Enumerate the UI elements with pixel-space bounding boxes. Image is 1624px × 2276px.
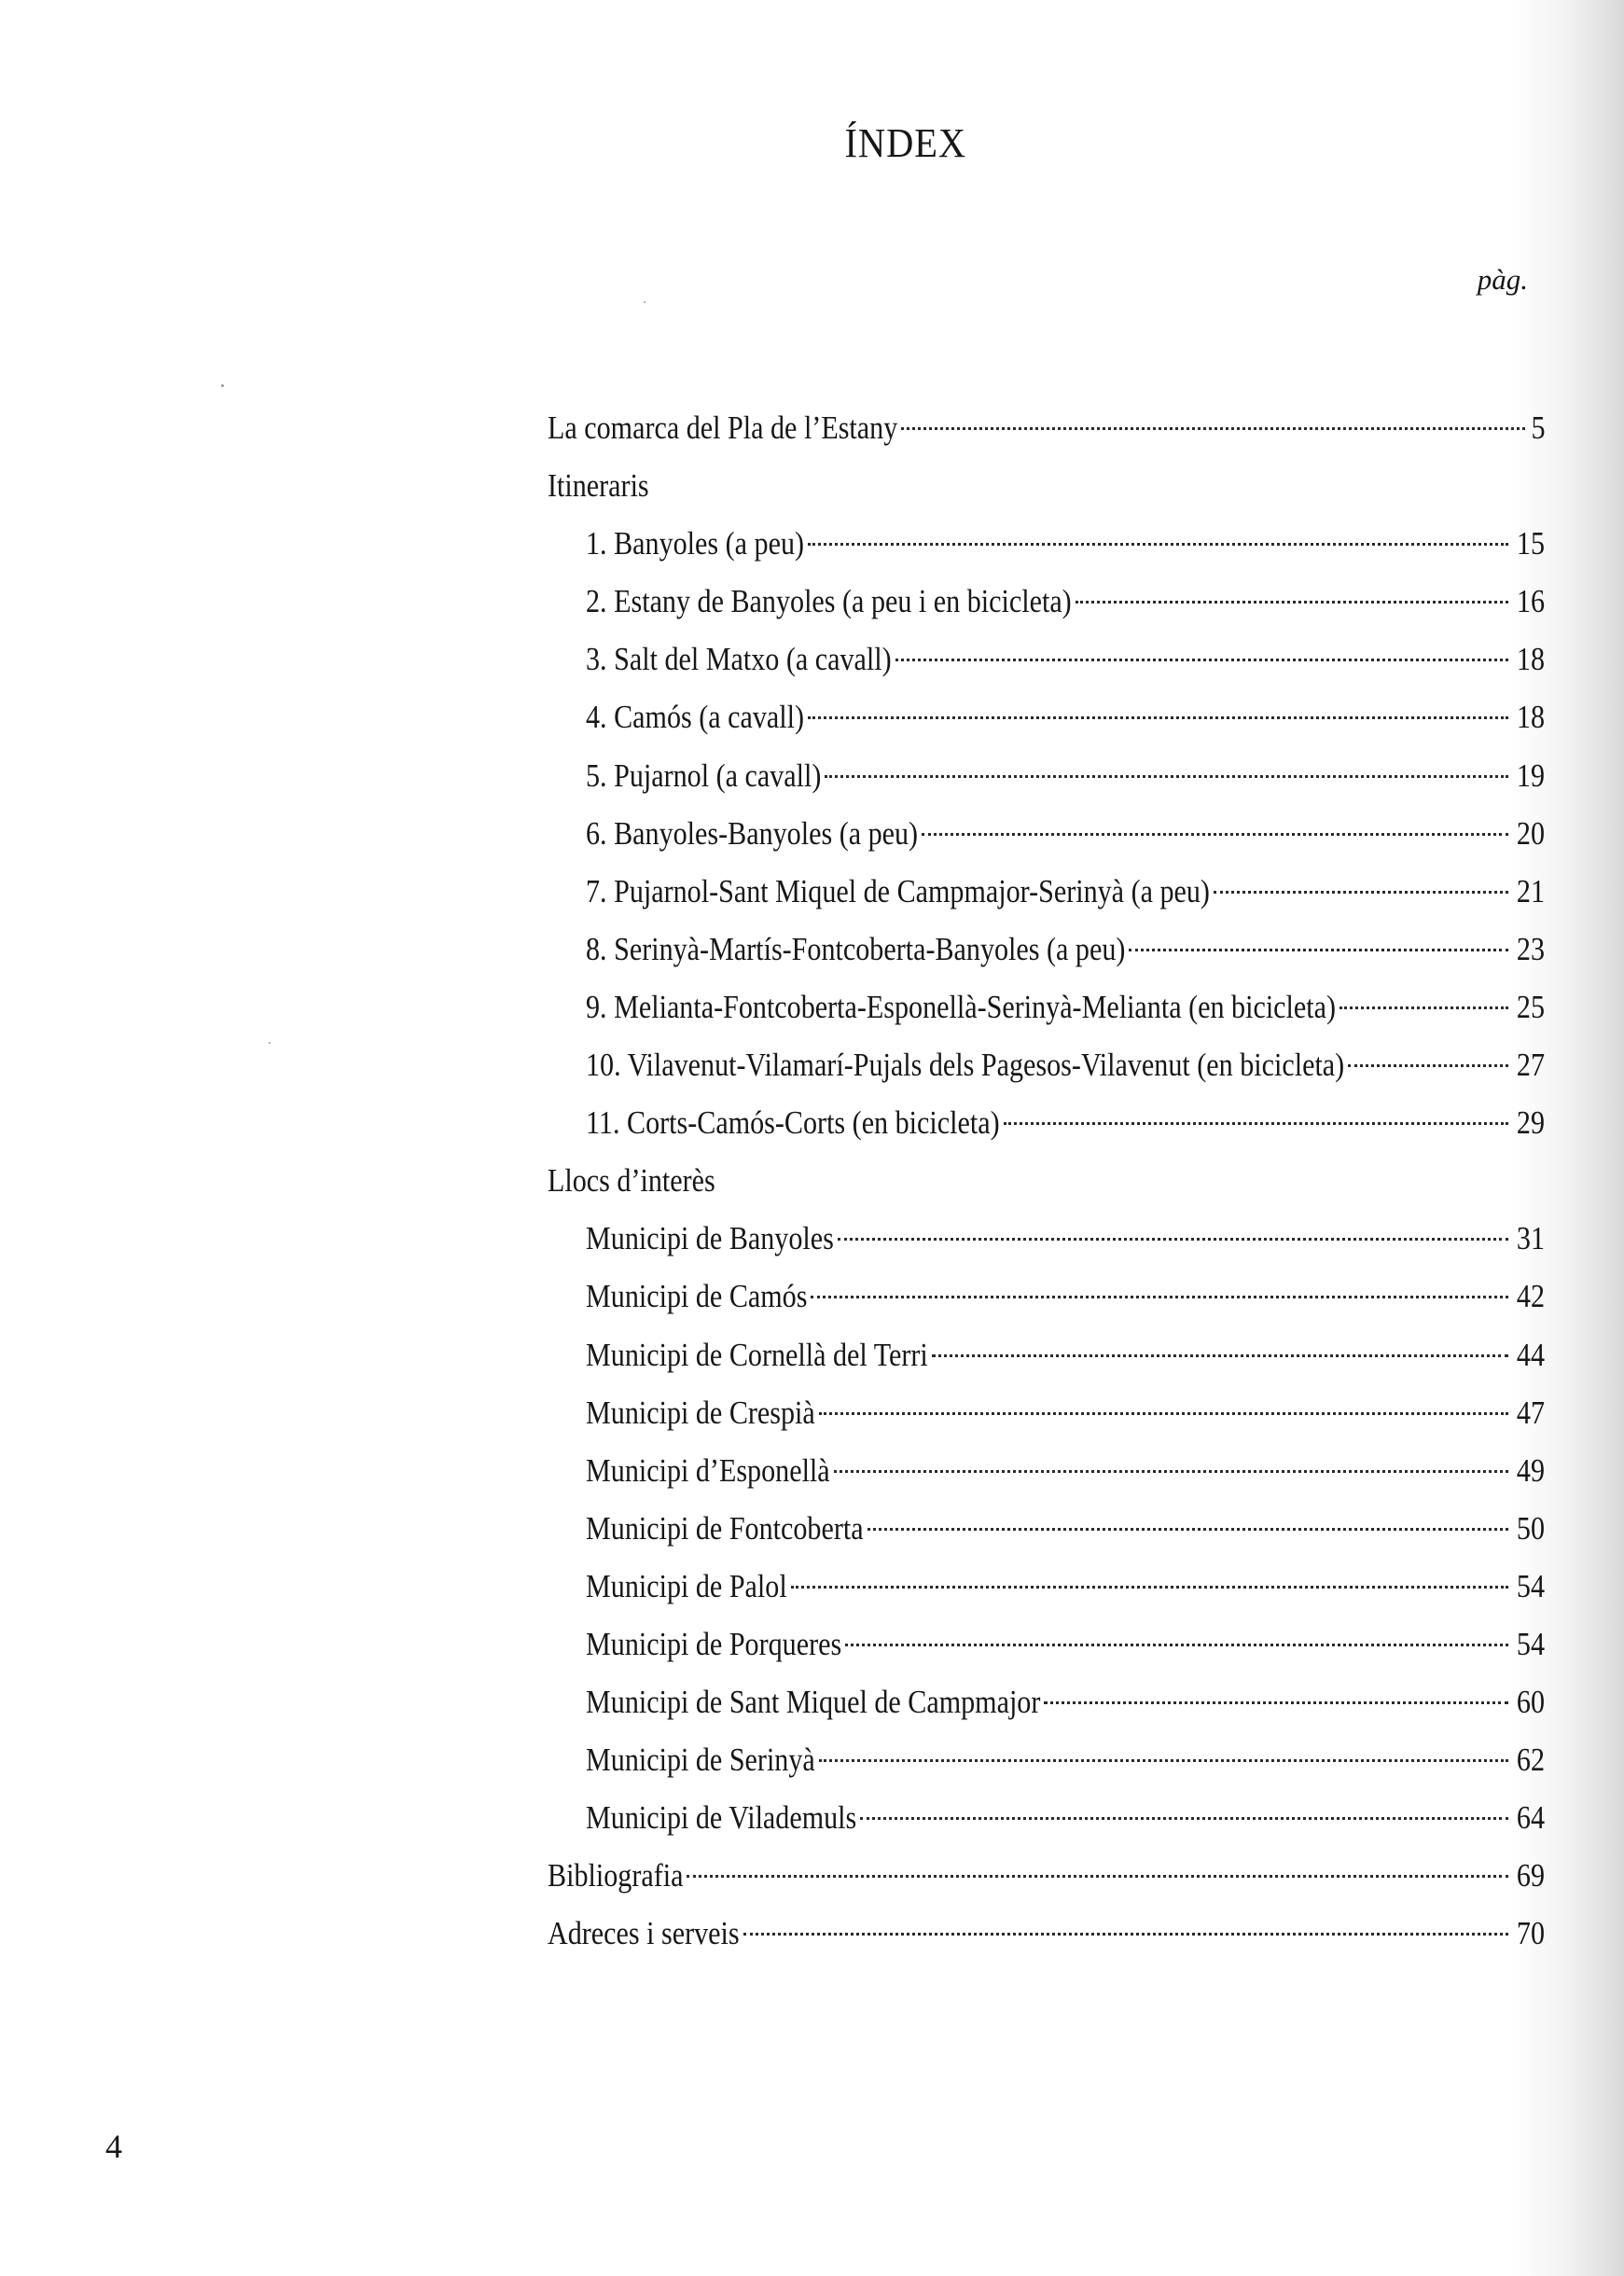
toc-entry <box>548 1847 1545 1905</box>
toc-entry-label: Llocs d’interès <box>548 1162 715 1200</box>
toc-entry-page: 54 <box>1516 1625 1545 1662</box>
toc-entry <box>548 1616 1545 1673</box>
toc-entry-label: 3. Salt del Matxo (a cavall) <box>586 641 892 678</box>
toc-entry <box>548 1905 1545 1963</box>
toc-entry-page: 70 <box>1516 1915 1545 1952</box>
toc-entry-page: 62 <box>1516 1742 1545 1779</box>
dot-leader <box>1348 1064 1508 1067</box>
toc-entry-label: Municipi de Fontcoberta <box>586 1509 864 1547</box>
toc-section-heading <box>548 1152 1545 1210</box>
toc-entry-page: 49 <box>1516 1451 1545 1489</box>
page-title: ÍNDEX <box>844 120 967 166</box>
toc-entry-label: Municipi de Crespià <box>586 1394 815 1431</box>
toc-entry-label: 9. Melianta-Fontcoberta-Esponellà-Serinyà-Melianta (en bicicleta) <box>586 988 1337 1025</box>
toc-entry-label: 5. Pujarnol (a cavall) <box>586 756 822 794</box>
toc-entry <box>548 399 1545 457</box>
toc-entry-label: 11. Corts-Camós-Corts (en bicicleta) <box>586 1104 1000 1142</box>
dot-leader <box>1214 891 1508 894</box>
dot-leader <box>687 1875 1508 1878</box>
toc-entry-page: 23 <box>1516 930 1545 967</box>
toc-entry-page: 19 <box>1516 756 1545 794</box>
toc-entry <box>548 1326 1545 1384</box>
dot-leader <box>1076 601 1508 604</box>
toc-entry <box>548 631 1545 688</box>
toc-entry-page: 64 <box>1516 1799 1545 1837</box>
dot-leader <box>791 1586 1508 1589</box>
toc-entry-page: 60 <box>1516 1684 1545 1721</box>
toc-entry-label: Adreces i serveis <box>548 1915 740 1952</box>
dot-leader <box>860 1817 1508 1820</box>
toc-entry <box>548 1500 1545 1558</box>
toc-entry <box>548 573 1545 631</box>
dot-leader <box>838 1238 1508 1241</box>
toc-entry <box>548 1094 1545 1152</box>
toc-entry-label: 8. Serinyà-Martís-Fontcoberta-Banyoles (a peu) <box>586 930 1126 967</box>
toc-entry-page: 54 <box>1516 1567 1545 1604</box>
paper-speck <box>644 301 645 303</box>
toc-entry-page: 16 <box>1516 583 1545 620</box>
toc-entry-page: 44 <box>1516 1336 1545 1373</box>
toc-entry <box>548 921 1545 978</box>
toc-section-heading <box>548 457 1545 515</box>
toc-entry-page: 25 <box>1516 988 1545 1025</box>
toc-entry-page: 50 <box>1516 1509 1545 1547</box>
dot-leader <box>808 716 1508 719</box>
toc-entry-label: Itineraris <box>548 467 649 505</box>
dot-leader <box>808 543 1508 546</box>
toc-entry-label: La comarca del Pla de l’Estany <box>548 409 898 446</box>
toc-entry-label: 2. Estany de Banyoles (a peu i en bicicleta) <box>586 583 1072 620</box>
toc-entry-page: 42 <box>1516 1278 1545 1315</box>
toc-entry <box>548 1731 1545 1789</box>
dot-leader <box>1004 1122 1508 1125</box>
toc-entry <box>548 1442 1545 1500</box>
dot-leader <box>932 1354 1508 1357</box>
dot-leader <box>825 775 1508 778</box>
toc-entry-label: Municipi de Cornellà del Terri <box>586 1336 928 1373</box>
toc-entry <box>548 1558 1545 1616</box>
toc-entry-label: Municipi d’Esponellà <box>586 1451 830 1489</box>
dot-leader <box>1044 1701 1508 1704</box>
toc-entry-page: 20 <box>1516 814 1545 852</box>
toc-entry-page: 29 <box>1516 1104 1545 1142</box>
paper-speck <box>269 1042 271 1044</box>
toc-entry <box>548 747 1545 805</box>
toc-entry-page: 5 <box>1530 409 1545 446</box>
dot-leader <box>743 1933 1508 1936</box>
toc-entry-label: Municipi de Banyoles <box>586 1220 834 1257</box>
toc-entry-page: 47 <box>1516 1394 1545 1431</box>
dot-leader <box>922 833 1508 836</box>
toc-entry <box>548 805 1545 863</box>
dot-leader <box>819 1412 1508 1415</box>
dot-leader <box>811 1296 1508 1298</box>
toc-entry-label: 10. Vilavenut-Vilamarí-Pujals dels Pagesos-Vilavenut (en bicicleta) <box>586 1047 1345 1084</box>
toc-entry-label: 1. Banyoles (a peu) <box>586 525 805 562</box>
dot-leader <box>895 659 1508 661</box>
toc-entry-page: 18 <box>1516 641 1545 678</box>
toc-entry <box>548 1384 1545 1442</box>
toc-entry <box>548 1268 1545 1325</box>
toc-entry-label: Municipi de Camós <box>586 1278 808 1315</box>
dot-leader <box>834 1470 1508 1473</box>
toc-entry-label: Municipi de Sant Miquel de Campmajor <box>586 1684 1041 1721</box>
dot-leader <box>868 1528 1508 1531</box>
toc-entry-label: Bibliografia <box>548 1857 684 1894</box>
dot-leader <box>1339 1006 1508 1009</box>
table-of-contents <box>548 399 1545 1964</box>
toc-entry <box>548 1210 1545 1268</box>
toc-entry-page: 18 <box>1516 699 1545 736</box>
paper-speck <box>221 384 224 387</box>
toc-entry <box>548 1036 1545 1094</box>
page-column-label: pàg. <box>1477 263 1528 296</box>
page-number: 4 <box>105 2128 122 2165</box>
toc-entry <box>548 1673 1545 1731</box>
toc-entry-label: 6. Banyoles-Banyoles (a peu) <box>586 814 919 852</box>
toc-entry-label: Municipi de Serinyà <box>586 1742 815 1779</box>
toc-entry-page: 27 <box>1516 1047 1545 1084</box>
toc-entry-label: Municipi de Porqueres <box>586 1625 842 1662</box>
dot-leader <box>1129 949 1508 951</box>
toc-entry-page: 31 <box>1516 1220 1545 1257</box>
toc-entry-label: 7. Pujarnol-Sant Miquel de Campmajor-Serinyà (a peu) <box>586 872 1210 909</box>
toc-entry <box>548 1789 1545 1847</box>
toc-entry-label: Municipi de Palol <box>586 1567 787 1604</box>
dot-leader <box>819 1759 1508 1762</box>
dot-leader <box>901 427 1524 430</box>
toc-entry-page: 69 <box>1516 1857 1545 1894</box>
toc-entry <box>548 978 1545 1036</box>
toc-entry-label: Municipi de Vilademuls <box>586 1799 857 1837</box>
toc-entry-page: 21 <box>1516 872 1545 909</box>
toc-entry <box>548 515 1545 573</box>
toc-entry <box>548 863 1545 921</box>
toc-entry-page: 15 <box>1516 525 1545 562</box>
dot-leader <box>845 1644 1508 1646</box>
toc-entry-label: 4. Camós (a cavall) <box>586 699 805 736</box>
toc-entry <box>548 688 1545 746</box>
